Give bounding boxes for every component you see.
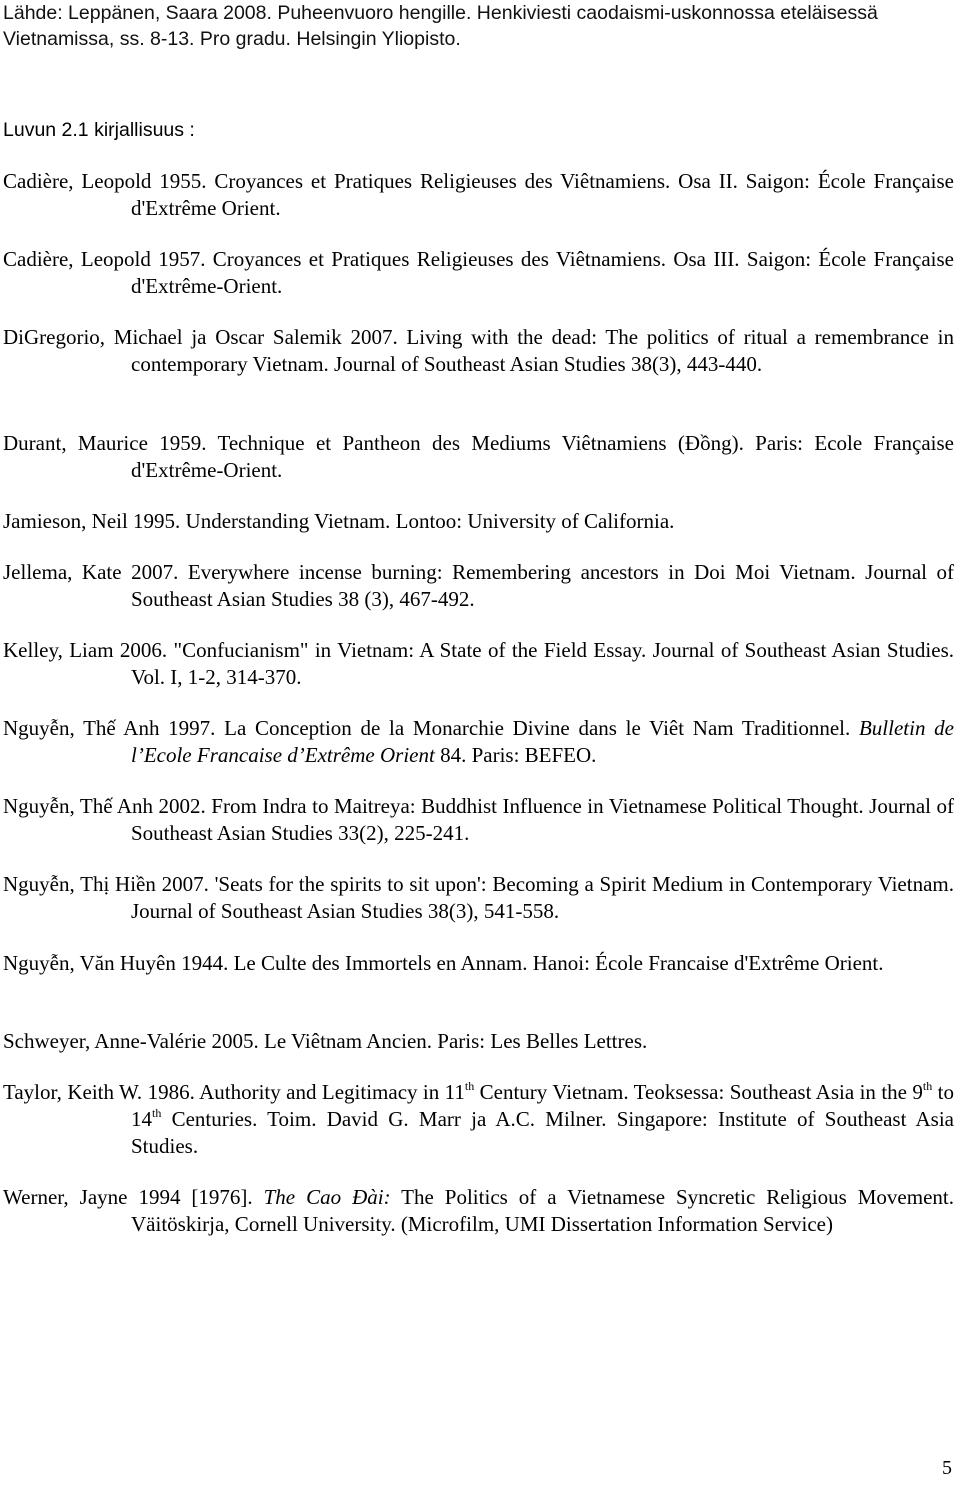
reference-entry: Nguyễn, Văn Huyên 1944. Le Culte des Immortels en Annam. Hanoi: École Francaise d'Extrême Orient. — [3, 951, 884, 975]
reference-entry — [3, 1184, 954, 1238]
reference-entry — [3, 715, 954, 769]
reference-entry: Cadière, Leopold 1957. Croyances et Pratiques Religieuses des Viêtnamiens. Osa III. Saigon: École Française d'Extrême-Orient. — [3, 247, 954, 298]
reference-text: Nguyễn, Thế Anh 1997. La Conception de la Monarchie Divine dans le Viêt Nam Traditionnel. — [3, 716, 859, 740]
reference-entry: Cadière, Leopold 1955. Croyances et Pratiques Religieuses des Viêtnamiens. Osa II. Saigon: École Française d'Extrême Orient. — [3, 169, 954, 220]
superscript: th — [152, 1106, 162, 1120]
reference-text: The Politics of a Vietnamese Syncretic Religious Movement. Väitöskirja, Cornell University. (Microfilm, UMI Dissertation Information Service) — [131, 1185, 954, 1236]
page-number: 5 — [942, 1457, 952, 1479]
reference-text: 84. Paris: BEFEO. — [434, 743, 597, 767]
reference-entry: Nguyễn, Thị Hiền 2007. 'Seats for the spirits to sit upon': Becoming a Spirit Medium in Contemporary Vietnam. Journal of Southeast Asian Studies 38(3), 541-558. — [3, 872, 954, 923]
reference-journal-title: Bulletin de l’Ecole Francaise d’Extrême Orient — [131, 716, 954, 767]
reference-entry: Durant, Maurice 1959. Technique et Pantheon des Mediums Viêtnamiens (Đồng). Paris: Ecole Française d'Extrême-Orient. — [3, 431, 954, 482]
reference-entry: Jamieson, Neil 1995. Understanding Vietnam. Lontoo: University of California. — [3, 509, 675, 533]
reference-entry: Jellema, Kate 2007. Everywhere incense burning: Remembering ancestors in Doi Moi Vietnam. Journal of Southeast Asian Studies 38 (3), 467-492. — [3, 560, 954, 611]
reference-entry: Nguyễn, Thế Anh 2002. From Indra to Maitreya: Buddhist Influence in Vietnamese Political Thought. Journal of Southeast Asian Studies 33(2), 225-241. — [3, 794, 954, 845]
chapter-heading: Luvun 2.1 kirjallisuus : — [3, 119, 195, 141]
reference-entry: DiGregorio, Michael ja Oscar Salemik 2007. Living with the dead: The politics of ritual a remembrance in contemporary Vietnam. Journal of Southeast Asian Studies 38(3), 443-440. — [3, 325, 954, 376]
reference-text: to 14 — [131, 1080, 954, 1131]
reference-entry — [3, 1079, 954, 1160]
reference-entry: Kelley, Liam 2006. "Confucianism" in Vietnam: A State of the Field Essay. Journal of Southeast Asian Studies. Vol. I, 1-2, 314-370. — [3, 638, 954, 689]
source-note: Lähde: Leppänen, Saara 2008. Puheenvuoro hengille. Henkiviesti caodaismi-uskonnossa eteläisessä Vietnamissa, ss. 8-13. Pro gradu. Helsingin Yliopisto. — [3, 2, 878, 50]
reference-text: Centuries. Toim. David G. Marr ja A.C. Milner. Singapore: Institute of Southeast Asia Studies. — [131, 1107, 954, 1158]
reference-text: Werner, Jayne 1994 [1976]. — [3, 1185, 264, 1209]
reference-book-title: The Cao Đài: — [263, 1185, 391, 1209]
reference-entry: Schweyer, Anne-Valérie 2005. Le Viêtnam Ancien. Paris: Les Belles Lettres. — [3, 1029, 648, 1053]
superscript: th — [464, 1079, 475, 1093]
reference-text: Century Vietnam. Teoksessa: Southeast Asia in the 9 — [474, 1080, 923, 1104]
reference-text: Taylor, Keith W. 1986. Authority and Legitimacy in 11 — [3, 1080, 465, 1104]
superscript: th — [922, 1079, 933, 1093]
